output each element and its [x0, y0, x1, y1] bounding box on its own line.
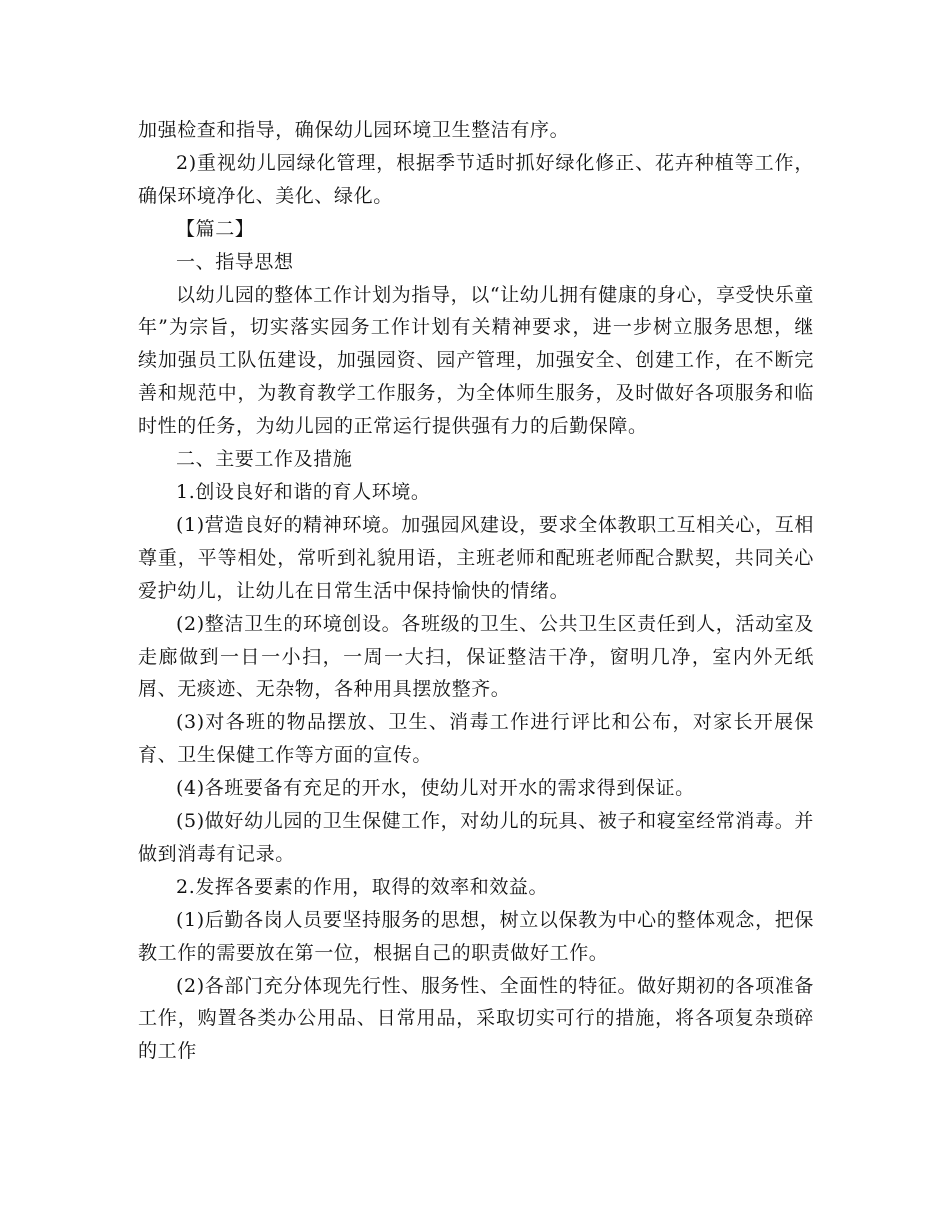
paragraph: 以幼儿园的整体工作计划为指导，以“让幼儿拥有健康的身心，享受快乐童年”为宗旨，切实落实园务工作计划有关精神要求，进一步树立服务思想，继续加强员工队伍建设，加强园资、园产管理，加强安全、创建工作，在不断完善和规范中，为教育教学工作服务，为全体师生服务，及时做好各项服务和临时性的任务，为幼儿园的正常运行提供强有力的后勤保障。: [138, 283, 814, 438]
paragraph: (2)整洁卫生的环境创设。各班级的卫生、公共卫生区责任到人，活动室及走廊做到一日一小扫，一周一大扫，保证整洁干净，窗明几净，室内外无纸屑、无痰迹、无杂物，各种用具摆放整齐。: [138, 612, 814, 701]
section-heading: 二、主要工作及措施: [176, 448, 353, 471]
section-heading: 【篇二】: [176, 217, 255, 240]
paragraph: (1)营造良好的精神环境。加强园风建设，要求全体教职工互相关心，互相尊重，平等相处，常听到礼貌用语，主班老师和配班老师配合默契，共同关心爱护幼儿，让幼儿在日常生活中保持愉快的情绪。: [138, 513, 814, 602]
paragraph: (4)各班要备有充足的开水，使幼儿对开水的需求得到保证。: [176, 777, 695, 800]
subsection-heading: 1.创设良好和谐的育人环境。: [176, 480, 431, 503]
paragraph: (3)对各班的物品摆放、卫生、消毒工作进行评比和公布，对家长开展保育、卫生保健工作等方面的宣传。: [138, 711, 814, 767]
paragraph: (5)做好幼儿园的卫生保健工作，对幼儿的玩具、被子和寝室经常消毒。并做到消毒有记录。: [138, 810, 814, 865]
paragraph: (1)后勤各岗人员要坚持服务的思想，树立以保教为中心的整体观念，把保教工作的需要放在第一位，根据自己的职责做好工作。: [138, 908, 814, 964]
document-page: [138, 114, 814, 1068]
paragraph: 加强检查和指导，确保幼儿园环境卫生整洁有序。: [138, 119, 570, 141]
paragraph: (2)各部门充分体现先行性、服务性、全面性的特征。做好期初的各项准备工作，购置各类办公用品、日常用品，采取切实可行的措施，将各项复杂琐碎的工作: [138, 974, 814, 1063]
subsection-heading: 2.发挥各要素的作用，取得的效率和效益。: [176, 875, 549, 898]
section-heading: 一、指导思想: [176, 250, 294, 273]
paragraph: 2)重视幼儿园绿化管理，根据季节适时抓好绿化修正、花卉种植等工作，确保环境净化、美化、绿化。: [138, 151, 814, 207]
